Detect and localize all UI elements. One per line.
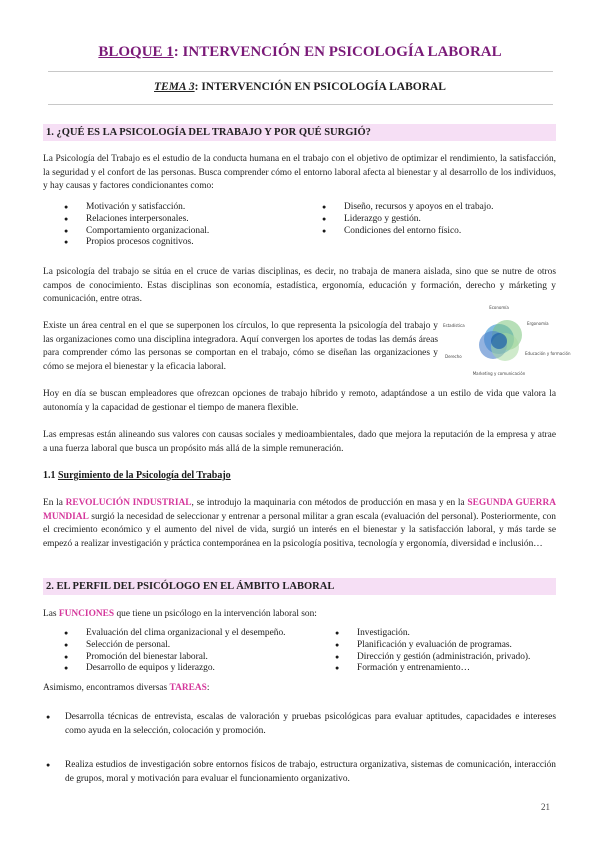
text-run: : (206, 683, 210, 693)
highlight-term: REVOLUCIÓN INDUSTRIAL (65, 498, 192, 508)
subsection-number: 1.1 (43, 470, 58, 481)
list-item: ● Dirección y gestión (administración, privado). (333, 652, 556, 664)
list-item: ● Motivación y satisfacción. (62, 202, 322, 214)
factors-list-right (320, 202, 556, 237)
list-item: ● Relaciones interpersonales. (62, 214, 322, 226)
venn-label-top: Economía (489, 305, 509, 310)
list-item: ● Desarrolla técnicas de entrevista, escalas de valoración y pruebas psicológicas para evaluar aptitudes, capacidades e intereses como ayuda en la selección, colocación y promoción. (43, 710, 556, 738)
venn-label-bottom-right: Educación y formación (525, 351, 571, 356)
list-item: ● Desarrollo de equipos y liderazgo. (62, 663, 332, 675)
text-run: En la (43, 498, 66, 508)
paragraph: La Psicología del Trabajo es el estudio de la conducta humana en el trabajo con el objetivo de optimizar el rendimiento, la satisfacción, la seguridad y el confort de las personas. Busca comprender cómo el entorno laboral afecta al bienestar y al desarrollo de los individuos, y hay causas y factores condicionantes como: (43, 154, 556, 191)
list-item: ● Evaluación del clima organizacional y el desempeño. (62, 628, 332, 640)
paragraph: Las empresas están alineando sus valores con causas sociales y medioambientales, dado que mejora la reputación de la empresa y atrae a una fuerza laboral que busca un propósito más allá de la simple remuneración. (43, 430, 556, 454)
block-label: BLOQUE 1 (98, 44, 174, 60)
section-heading: 2. EL PERFIL DEL PSICÓLOGO EN EL ÁMBITO LABORAL (43, 578, 556, 595)
venn-label-left: Estadística (443, 323, 465, 328)
text-run: , se introdujo la maquinaria con métodos de producción en masa y en la (191, 498, 468, 508)
functions-list-left (62, 628, 332, 675)
block-title (0, 44, 600, 61)
factors-list-left (62, 202, 322, 249)
topic-title-text: : INTERVENCIÓN EN PSICOLOGÍA LABORAL (194, 81, 446, 93)
subsection-title: Surgimiento de la Psicología del Trabajo (58, 470, 231, 481)
disciplines-venn-diagram (441, 303, 571, 383)
list-item: ● Liderazgo y gestión. (320, 214, 556, 226)
venn-label-bottom-left: Derecho (445, 354, 462, 359)
functions-list-right (333, 628, 556, 675)
highlight-term: TAREAS (169, 683, 207, 693)
list-item: ● Investigación. (333, 628, 556, 640)
list-item: ● Diseño, recursos y apoyos en el trabajo. (320, 202, 556, 214)
list-item: ● Condiciones del entorno físico. (320, 226, 556, 238)
text-run: que tiene un psicólogo en la intervención laboral son: (114, 609, 317, 619)
paragraph (43, 497, 556, 551)
topic-title (0, 81, 600, 93)
divider (48, 104, 553, 105)
list-item: ● Planificación y evaluación de programas. (333, 640, 556, 652)
paragraph: La psicología del trabajo se sitúa en el cruce de varias disciplinas, es decir, no trabaja de manera aislada, sino que se nutre de otros campos de conocimiento. Estas disciplinas son economía, estadística, ergonomía, educación y formación, derecho y márketing y comunicación, entre otras. (43, 267, 556, 304)
highlight-term: FUNCIONES (58, 609, 115, 619)
list-item: ● Promoción del bienestar laboral. (62, 652, 332, 664)
paragraph (43, 608, 556, 622)
list-item: ● Propios procesos cognitivos. (62, 237, 322, 249)
highlight-term: SEGUNDA GUERRA MUNDIAL (43, 498, 556, 522)
list-item: ● Realiza estudios de investigación sobre entornos físicos de trabajo, estructura organizativa, sistemas de comunicación, interacción de grupos, moral y motivación para evaluar el funcionamiento organizativo. (43, 758, 556, 786)
block-title-text: : INTERVENCIÓN EN PSICOLOGÍA LABORAL (173, 44, 502, 60)
text-run: Asimismo, encontramos diversas (43, 683, 170, 693)
paragraph (43, 682, 556, 696)
list-item: ● Comportamiento organizacional. (62, 226, 322, 238)
venn-label-right: Ergonomía (527, 321, 549, 326)
venn-core (491, 333, 507, 349)
venn-label-bottom: Marketing y comunicación (472, 371, 526, 376)
section-heading: 1. ¿QUÉ ES LA PSICOLOGÍA DEL TRABAJO Y POR QUÉ SURGIÓ? (43, 124, 556, 141)
divider (48, 71, 553, 72)
list-item: ● Formación y entrenamiento… (333, 663, 556, 675)
topic-label: TEMA 3 (154, 81, 195, 93)
list-item: ● Selección de personal. (62, 640, 332, 652)
paragraph: Hoy en día se buscan empleadores que ofrezcan opciones de trabajo híbrido y remoto, adaptándose a un estilo de vida que valora la autonomía y la capacidad de gestionar el tiempo de manera flexible. (43, 389, 556, 413)
subsection-heading (43, 470, 231, 481)
text-run: surgió la necesidad de seleccionar y entrenar a personal militar a gran escala (evaluación del personal). Posteriormente, con el crecimiento económico y el aumento del nivel de vida, surgió un interés en el bienestar y la satisfacción laboral, y más tarde se empezó a realizar investigación y práctica contemporánea en la psicología positiva, tecnología y ergonomía, diversidad e inclusión… (43, 511, 556, 549)
text-run: Las (43, 609, 59, 619)
tasks-list (43, 710, 556, 786)
paragraph: Existe un área central en el que se superponen los círculos, lo que representa la psicología del trabajo y las organizaciones como una disciplina integradora. Aquí convergen los aportes de todas las demás áreas para comprender cómo las personas se comportan en el trabajo, cómo se diseñan las organizaciones y cómo se mejora el bienestar y la eficacia laboral. (43, 321, 438, 372)
page-number: 21 (541, 802, 550, 812)
